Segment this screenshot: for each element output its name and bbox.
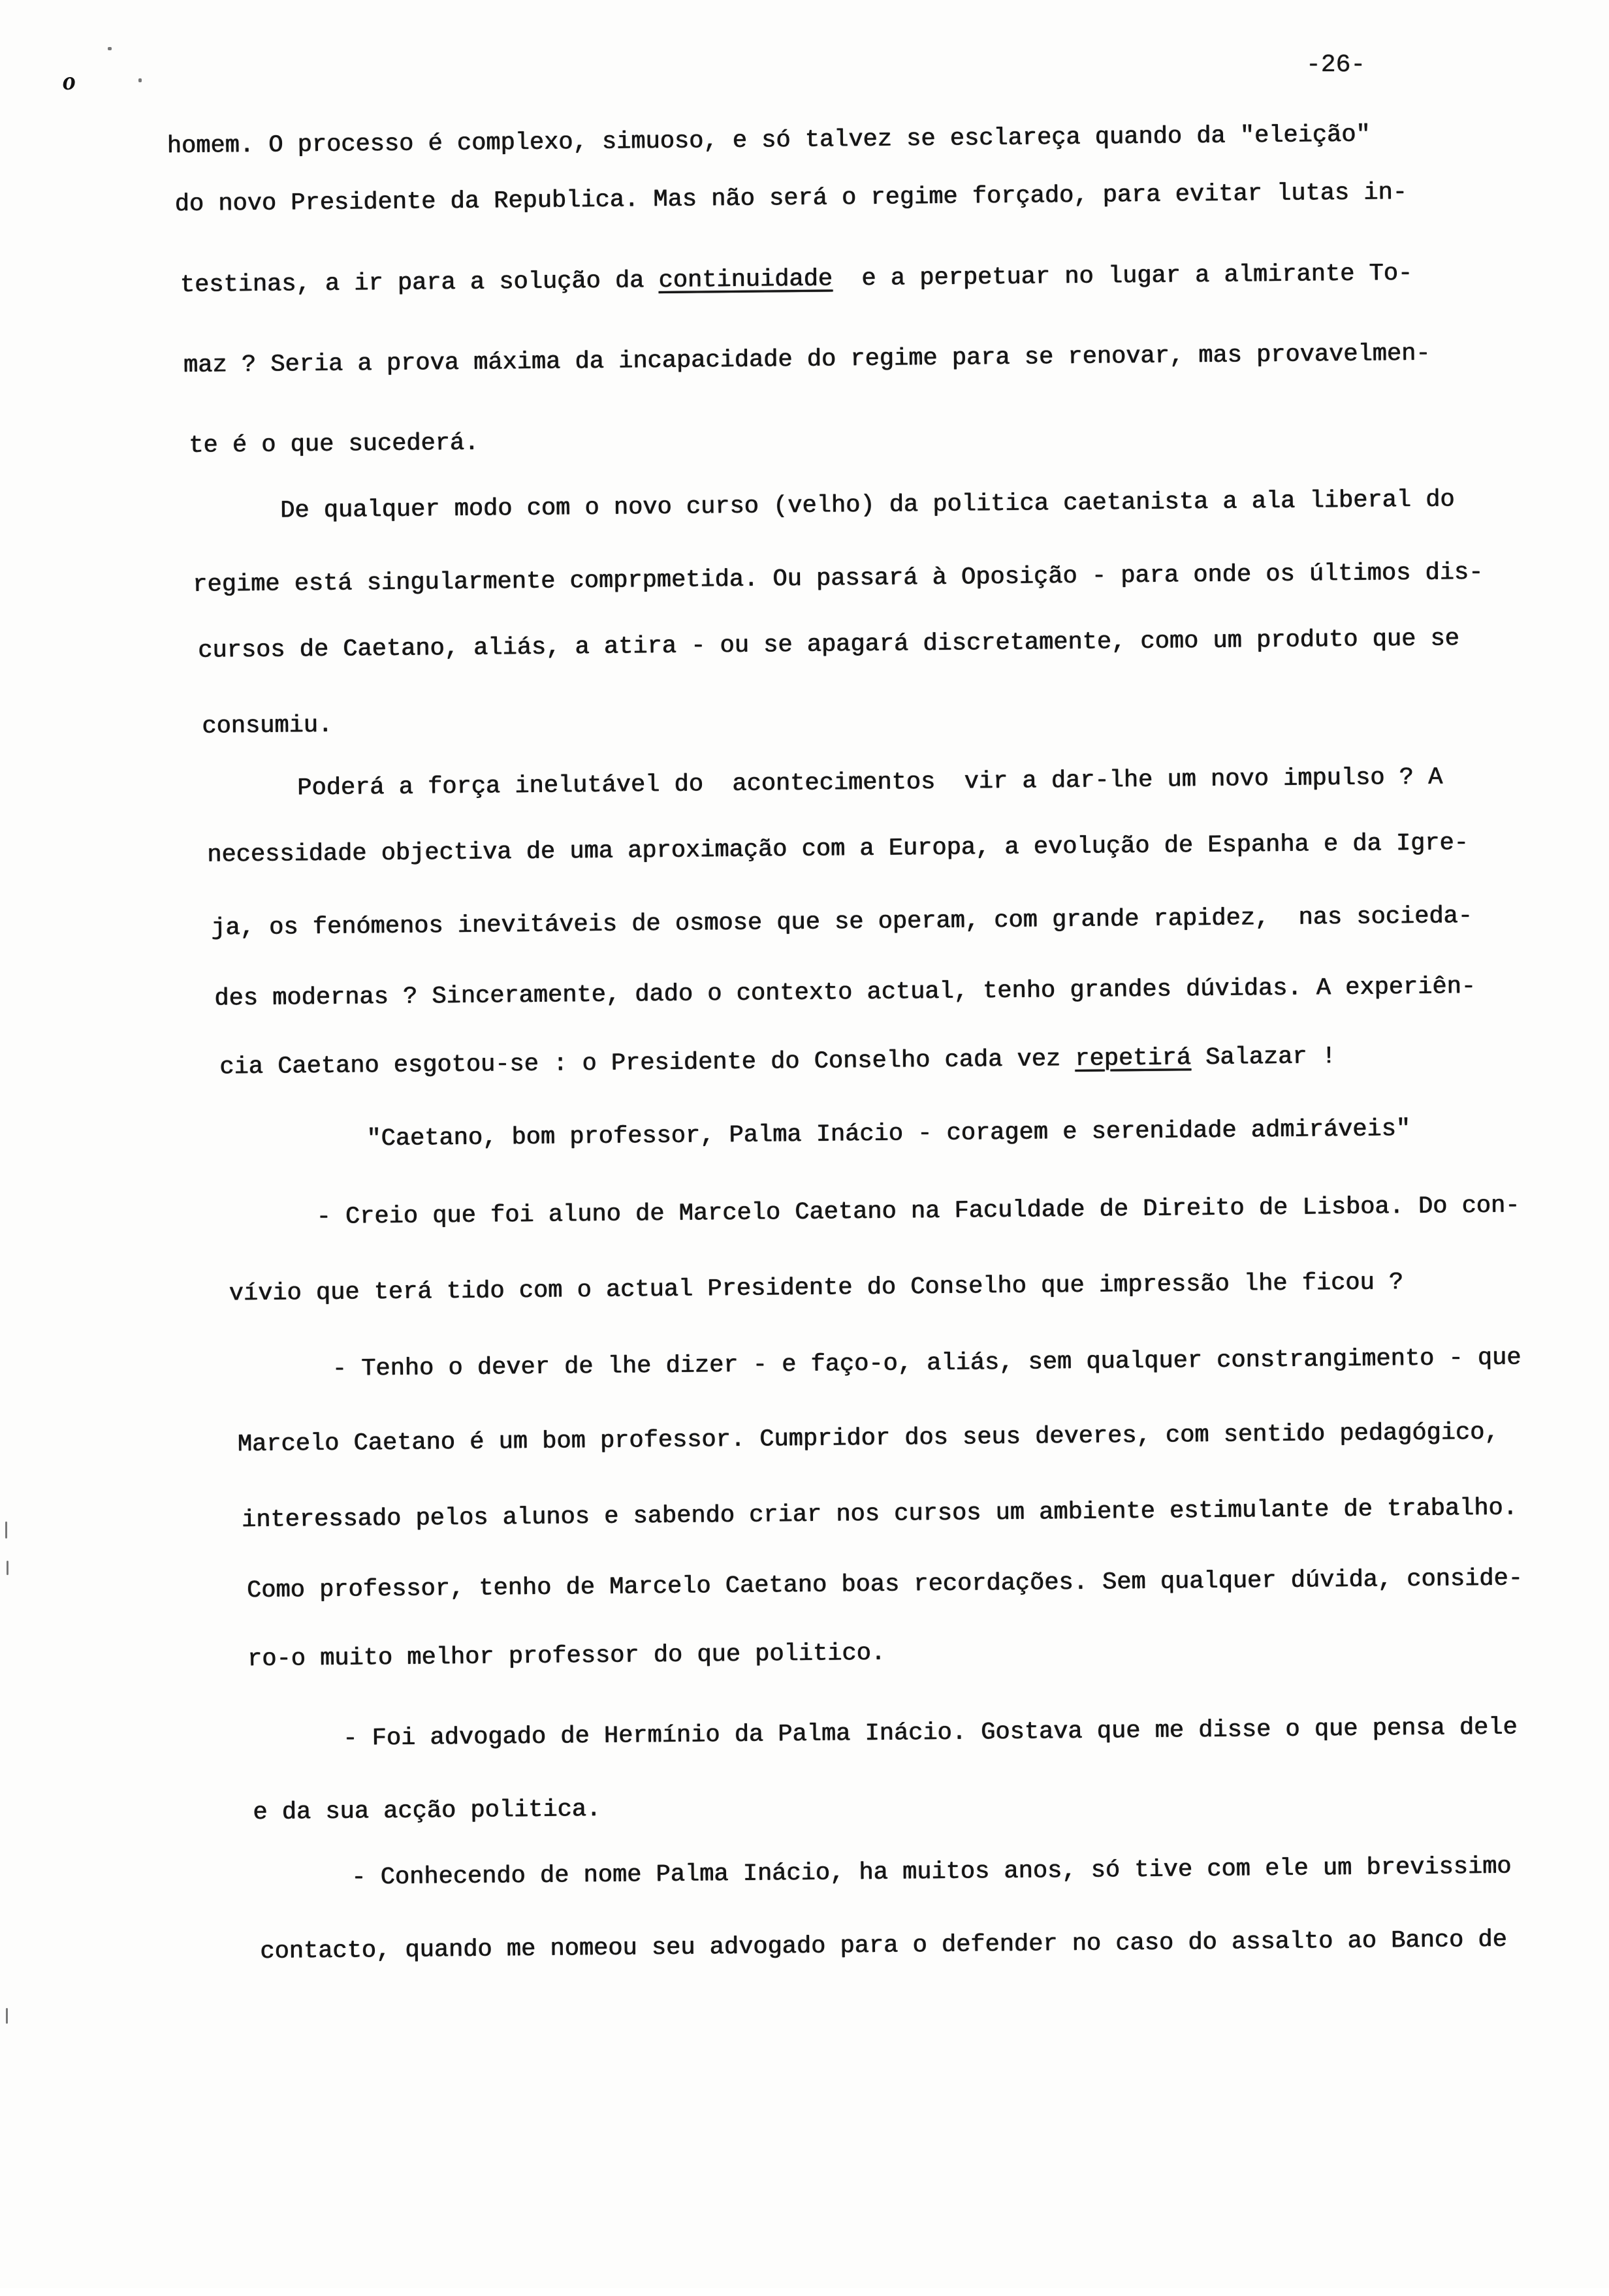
text-line: [253, 1795, 601, 1827]
text-segment: ro-o muito melhor professor do que politico.: [247, 1639, 886, 1674]
text-segment: Marcelo Caetano é um bom professor. Cumpridor dos seus deveres, com sentido pedagógico,: [237, 1418, 1499, 1459]
text-segment: e a perpetuar no lugar a almirante To-: [832, 260, 1413, 293]
text-segment: regime está singularmente comprpmetida. Ou passará à Oposição - para onde os últimos dis-: [192, 558, 1484, 599]
text-line: [214, 972, 1476, 1013]
text-line: [174, 178, 1407, 219]
text-segment: Salazar !: [1190, 1043, 1337, 1072]
text-line: [343, 1714, 1518, 1753]
text-line: [351, 1853, 1512, 1892]
text-line: [229, 1268, 1403, 1308]
text-segment: te é o que sucederá.: [188, 429, 479, 460]
text-segment: - Conhecendo de nome Palma Inácio, ha muitos anos, só tive com ele um brevissimo: [351, 1853, 1512, 1892]
text-segment: "Caetano, bom professor, Palma Inácio - coragem e serenidade admiráveis": [366, 1115, 1411, 1153]
text-segment: maz ? Seria a prova máxima da incapacidade do regime para se renovar, mas provavelmen-: [183, 340, 1431, 380]
text-line: [316, 1191, 1520, 1232]
text-line: [193, 558, 1483, 599]
underlined-word: continuidade: [658, 265, 833, 295]
text-segment: cia Caetano esgotou-se : o Presidente do Conselho cada vez: [219, 1045, 1075, 1081]
text-line: [180, 259, 1413, 300]
text-segment: homem. O processo é complexo, simuoso, e só talvez se esclareça quando da "eleição": [167, 121, 1371, 161]
ink-speck: [6, 2008, 8, 2024]
text-segment: - Creio que foi aluno de Marcelo Caetano na Faculdade de Direito de Lisboa. Do con-: [316, 1192, 1520, 1232]
text-segment: Poderá a força inelutável do acontecimentos vir a dar-lhe um novo impulso ? A: [296, 763, 1443, 803]
text-segment: - Tenho o dever de lhe dizer - e faço-o, aliás, sem qualquer constrangimento - que: [332, 1344, 1521, 1383]
text-segment: vívio que terá tido com o actual Presidente do Conselho que impressão lhe ficou ?: [229, 1269, 1404, 1308]
text-segment: - Foi advogado de Hermínio da Palma Inácio. Gostava que me disse o que pensa dele: [342, 1714, 1518, 1753]
underlined-word: repetirá: [1075, 1044, 1192, 1074]
text-segment: testinas, a ir para a solução da: [180, 267, 659, 300]
text-line: [189, 429, 479, 460]
text-line: [238, 1418, 1499, 1459]
text-segment: do novo Presidente da Republica. Mas não será o regime forçado, para evitar lutas in-: [174, 179, 1408, 219]
text-segment: Como professor, tenho de Marcelo Caetano boas recordações. Sem qualquer dúvida, conside-: [246, 1565, 1523, 1605]
page-number: -26-: [1306, 51, 1366, 79]
text-segment: contacto, quando me nomeou seu advogado para o defender no caso do assalto ao Banco de: [260, 1926, 1507, 1966]
text-line: [183, 340, 1431, 380]
margin-mark: o: [63, 66, 76, 95]
text-line: [211, 902, 1473, 943]
text-segment: necessidade objectiva de uma aproximação com a Europa, a evolução de Espanha e da Igre-: [206, 829, 1469, 869]
text-line: [242, 1494, 1518, 1535]
text-line: [260, 1926, 1507, 1966]
text-segment: cursos de Caetano, aliás, a atira - ou se apagará discretamente, como um produto que se: [197, 625, 1459, 665]
text-segment: des modernas ? Sinceramente, dado o contexto actual, tenho grandes dúvidas. A experiên-: [214, 973, 1476, 1013]
text-line: [202, 711, 332, 741]
text-line: [198, 624, 1459, 665]
text-line: [247, 1564, 1523, 1605]
text-segment: interessado pelos alunos e sabendo criar nos cursos um ambiente estimulante de trabalho.: [241, 1494, 1518, 1535]
text-line: [332, 1343, 1521, 1383]
text-line: [167, 121, 1371, 161]
section-heading: [366, 1115, 1410, 1153]
text-segment: De qualquer modo com o novo curso (velho) da politica caetanista a ala liberal do: [279, 486, 1455, 525]
text-line: [297, 763, 1442, 803]
text-line: [247, 1639, 885, 1674]
text-line: [219, 1042, 1336, 1081]
text-line: [207, 829, 1469, 870]
text-segment: e da sua acção politica.: [253, 1796, 601, 1827]
text-segment: ja, os fenómenos inevitáveis de osmose que se operam, com grande rapidez, nas socieda-: [211, 902, 1473, 942]
text-line: [280, 485, 1455, 525]
text-segment: consumiu.: [202, 711, 333, 741]
